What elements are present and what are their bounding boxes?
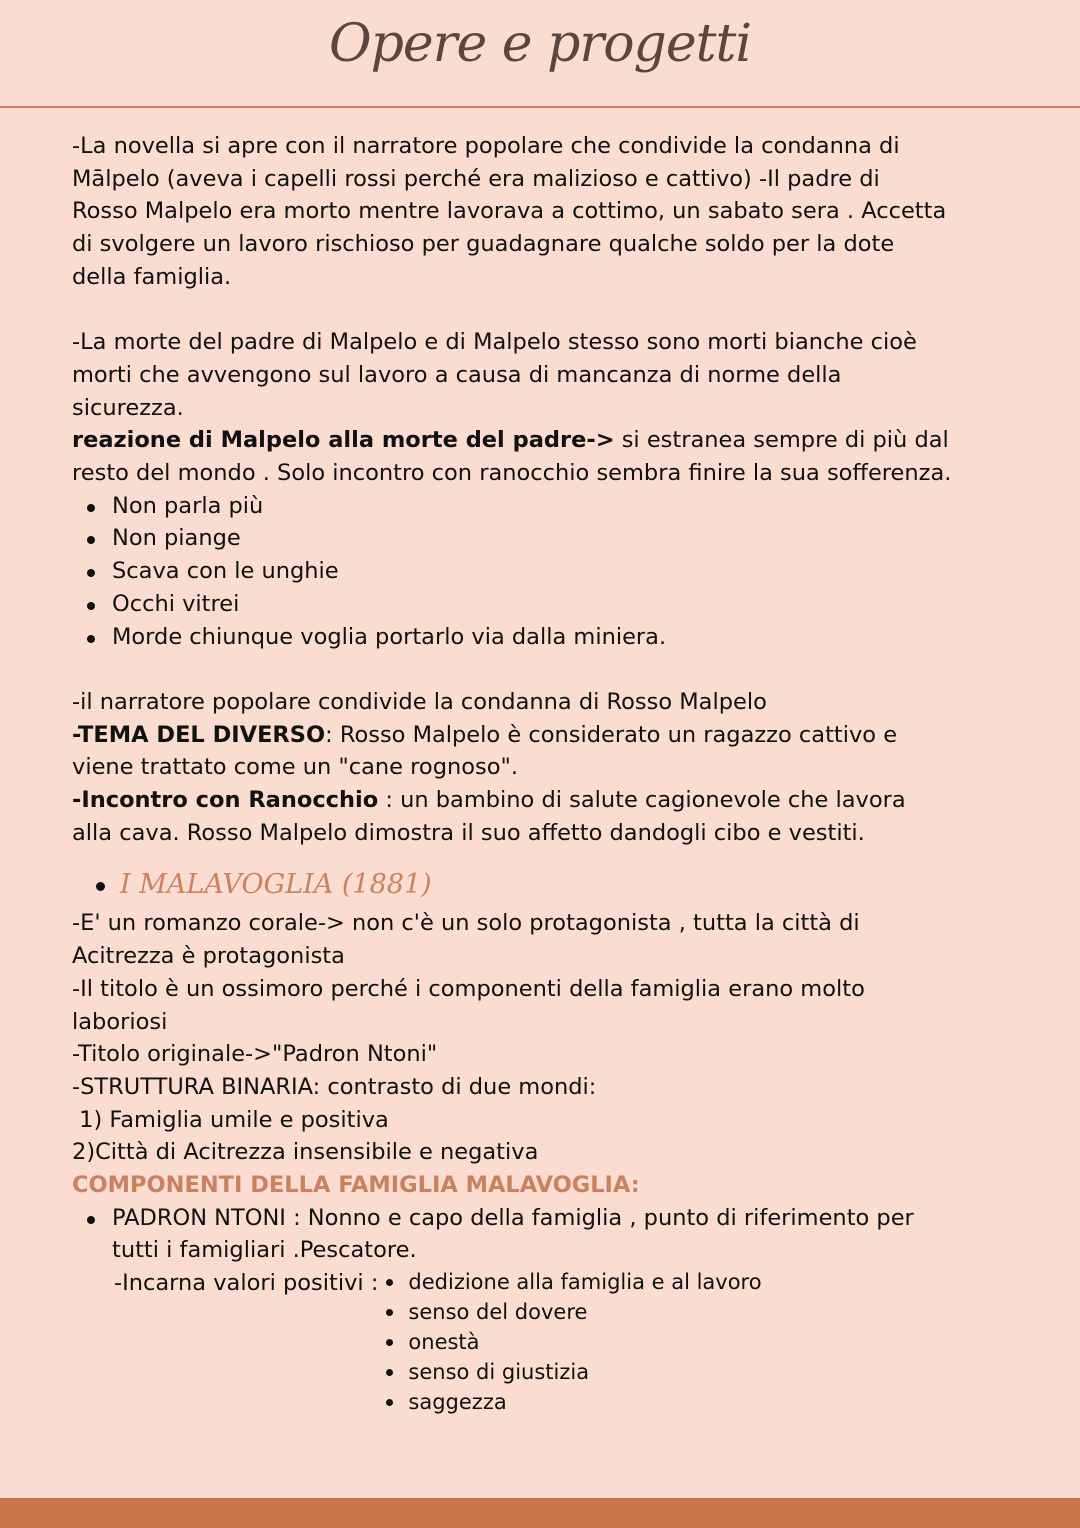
list-item: saggezza xyxy=(408,1387,761,1417)
valori-list xyxy=(378,1267,761,1417)
narratore-line: -il narratore popolare condivide la condanna di Rosso Malpelo xyxy=(72,688,767,715)
list-item: Scava con le unghie xyxy=(112,555,952,588)
malavoglia-line: 1) Famiglia umile e positiva xyxy=(72,1106,389,1133)
malavoglia-line: -Titolo originale->"Padron Ntoni" xyxy=(72,1041,438,1068)
list-item: Non piange xyxy=(112,522,952,555)
reaction-label: reazione di Malpelo alla morte del padre-> xyxy=(72,427,615,454)
padron-ntoni-item: PADRON NTONI : Nonno e capo della famiglia , punto di riferimento per tutti i famigliari .Pescatore. xyxy=(112,1202,952,1267)
malavoglia-line: 2)Città di Acitrezza insensibile e negativa xyxy=(72,1139,539,1166)
malavoglia-line: -E' un romanzo corale-> non c'è un solo protagonista , tutta la città di Acitrezza è protagonista xyxy=(72,910,860,970)
morti-bianche-paragraph: -La morte del padre di Malpelo e di Malpelo stesso sono morti bianche cioè morti che avvengono sul lavoro a causa di mancanza di norme della sicurezza. xyxy=(72,329,917,421)
incontro-label: -Incontro con Ranocchio xyxy=(72,787,379,814)
list-item: Non parla più xyxy=(112,490,952,523)
intro-paragraph: -La novella si apre con il narratore popolare che condivide la condanna di Mālpelo (aveva i capelli rossi perché era malizioso e cattivo) -Il padre di Rosso Malpelo era morto mentre lavorava a cottimo, un sabato sera . Accetta di svolgere un lavoro rischioso per guadagnare qualche soldo per la dote della famiglia. xyxy=(72,133,947,290)
valori-row xyxy=(72,1267,952,1417)
incontro-text: : un bambino di salute cagionevole che lavora alla cava. Rosso Malpelo dimostra il suo affetto dandogli cibo e vestiti. xyxy=(72,787,906,846)
page-title: Opere e progetti xyxy=(328,14,752,74)
reaction-text: si estranea sempre di più dal resto del mondo . Solo incontro con ranocchio sembra finire la sua sofferenza. xyxy=(72,427,952,487)
reaction-paragraph xyxy=(72,424,952,489)
tema-paragraph xyxy=(72,719,952,784)
componenti-heading: COMPONENTI DELLA FAMIGLIA MALAVOGLIA: xyxy=(72,1172,640,1199)
valori-label: -Incarna valori positivi : xyxy=(114,1270,379,1297)
notes-body xyxy=(72,130,952,1417)
tema-text: : Rosso Malpelo è considerato un ragazzo cattivo e viene trattato come un "cane rognoso". xyxy=(72,721,898,781)
reaction-list xyxy=(72,490,952,654)
list-item: Occhi vitrei xyxy=(112,588,952,621)
footer-bar xyxy=(0,1498,1080,1528)
incontro-paragraph xyxy=(72,784,952,849)
list-item: senso del dovere xyxy=(408,1297,761,1327)
componenti-list xyxy=(72,1202,952,1267)
tema-label: -TEMA DEL DIVERSO xyxy=(72,721,326,748)
malavoglia-line: -Il titolo è un ossimoro perché i componenti della famiglia erano molto laboriosi xyxy=(72,975,865,1035)
malavoglia-heading: I MALAVOGLIA (1881) xyxy=(120,867,952,903)
malavoglia-line: -STRUTTURA BINARIA: contrasto di due mondi: xyxy=(72,1073,597,1100)
list-item: Morde chiunque voglia portarlo via dalla miniera. xyxy=(112,621,952,654)
title-divider xyxy=(0,106,1080,108)
list-item: dedizione alla famiglia e al lavoro xyxy=(408,1267,761,1297)
list-item: senso di giustizia xyxy=(408,1357,761,1387)
list-item: onestà xyxy=(408,1327,761,1357)
